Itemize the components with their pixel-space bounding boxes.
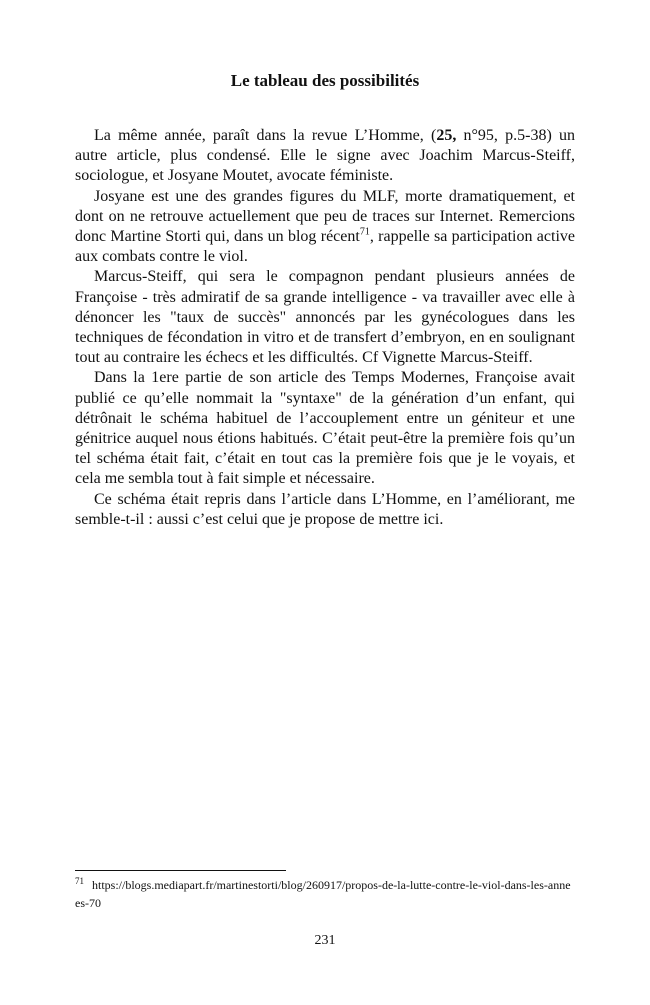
- footnote-url[interactable]: https://blogs.mediapart.fr/martinestorti/blog/260917/propos-de-la-lutte-contre-le-viol-dans-les-annees-70: [75, 878, 571, 910]
- page-number: 231: [314, 933, 336, 948]
- paragraph-1-text-start: La même année, paraît dans la revue L’Homme, (: [94, 127, 437, 144]
- footnote-number: 71: [75, 876, 84, 886]
- paragraph-2: [75, 187, 575, 268]
- paragraph-1-text-end: n°95, p.5-38) un autre article, plus condensé. Elle le signe avec Joachim Marcus-Steiff, sociologue, et Josyane Moutet, avocate féministe.: [75, 127, 576, 185]
- footnote-divider: [75, 870, 286, 871]
- section-title: Le tableau des possibilités: [230, 71, 420, 90]
- body-text: [75, 126, 575, 530]
- footnote-reference[interactable]: 71: [359, 226, 370, 238]
- footnote: [75, 876, 575, 912]
- paragraph-2-text-end: , rappelle sa participation active aux combats contre le viol.: [75, 228, 576, 266]
- paragraph-3: Marcus-Steiff, qui sera le compagnon pendant plusieurs années de Françoise - très admiratif de sa grande intelligence - va travailler avec elle à dénoncer les "taux de succès" annoncés par les gynécologues dans les techniques de fécondation in vitro et de transfert d’embryon, en en soulignant tout au contraire les échecs et les difficultés. Cf Vignette Marcus-Steiff.: [75, 268, 575, 367]
- volume-number: 25,: [436, 127, 457, 144]
- paragraph-2-text-start: Josyane est une des grandes figures du MLF, morte dramatiquement, et dont on ne retrouve actuellement que peu de traces sur Internet. Remercions donc Martine Storti qui, dans un blog récent: [75, 187, 575, 246]
- paragraph-4: Dans la 1ere partie de son article des Temps Modernes, Françoise avait publié ce qu’elle nommait la "syntaxe" de la génération d’un enfant, qui détrônait le schéma habituel de l’accouplement entre un géniteur et une génitrice auquel nous étions habitués. C’était peut-être la première fois qu’un tel schéma était fait, c’était en tout cas la première fois que je le voyais, et cela me sembla tout à fait simple et nécessaire.: [75, 369, 575, 488]
- paragraph-5: Ce schéma était repris dans l’article dans L’Homme, en l’améliorant, me semble-t-il : aussi c’est celui que je propose de mettre ici.: [75, 490, 575, 528]
- paragraph-1: [75, 126, 575, 187]
